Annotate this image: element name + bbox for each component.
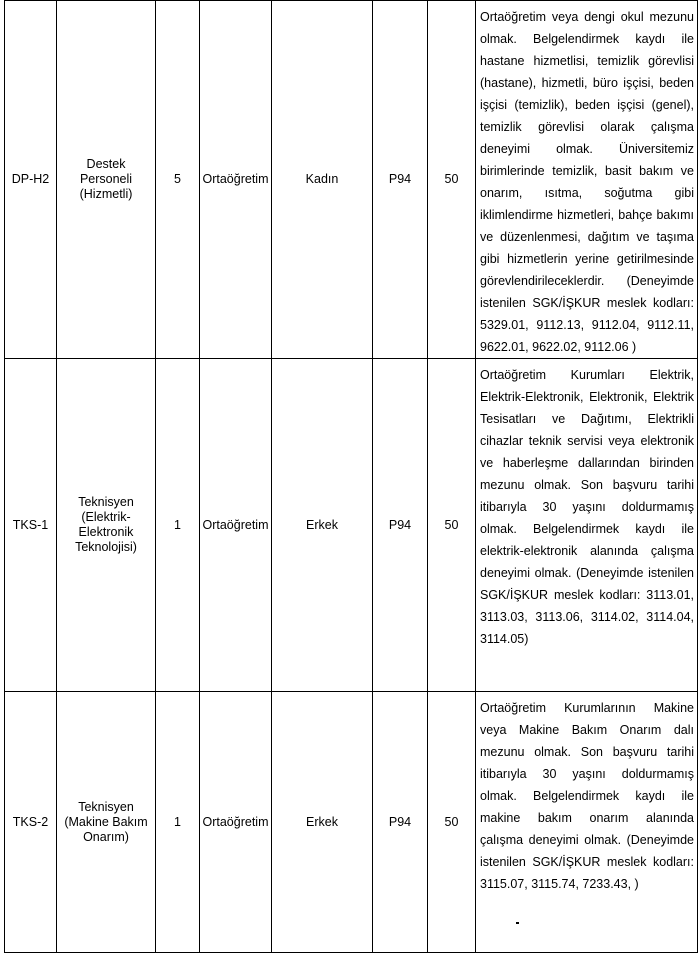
table-row	[5, 359, 698, 692]
table-row	[5, 692, 698, 953]
position-code: DP-H2	[5, 1, 57, 359]
table-row	[5, 1, 698, 359]
position-count: 5	[156, 1, 200, 359]
position-code: TKS-2	[5, 692, 57, 953]
gender: Kadın	[272, 1, 373, 359]
position-count: 1	[156, 359, 200, 692]
positions-table	[4, 0, 698, 953]
education-level: Ortaöğretim	[200, 1, 272, 359]
position-title: Teknisyen (Elektrik-Elektronik Teknolojisi)	[57, 359, 156, 692]
minimum-score: 50	[428, 359, 476, 692]
kpss-score-type: P94	[373, 1, 428, 359]
minimum-score: 50	[428, 1, 476, 359]
position-code: TKS-1	[5, 359, 57, 692]
education-level: Ortaöğretim	[200, 359, 272, 692]
education-level: Ortaöğretim	[200, 692, 272, 953]
page-mark	[516, 922, 519, 924]
requirements-text: Ortaöğretim veya dengi okul mezunu olmak. Belgelendirmek kaydı ile hastane hizmetlisi, temizlik görevlisi (hastane), hizmetli, büro işçisi, beden işçisi (temizlik), beden işçisi (genel), temizlik görevlisi olarak çalışma deneyimi olmak. Üniversitemiz birimlerinde temizlik, basit bakım ve onarım, ısıtma, soğutma gibi iklimlendirme hizmetleri, bahçe bakımı ve düzenlenmesi, dağıtım ve taşıma gibi hizmetlerin yerine getirilmesinde görevlendirileceklerdir. (Deneyimde istenilen SGK/İŞKUR meslek kodları: 5329.01, 9112.13, 9112.04, 9112.11, 9622.01, 9622.02, 9112.06 )	[476, 1, 698, 359]
requirements-text: Ortaöğretim Kurumları Elektrik, Elektrik-Elektronik, Elektronik, Elektrik Tesisatları ve Dağıtımı, Elektrikli cihazlar teknik servisi veya elektronik ve haberleşme dallarından birinden mezunu olmak. Son başvuru tarihi itibarıyla 30 yaşını doldurmamış olmak. Belgelendirmek kaydı ile elektrik-elektronik alanında çalışma deneyimi olmak. (Deneyimde istenilen SGK/İŞKUR meslek kodları: 3113.01, 3113.03, 3113.06, 3114.02, 3114.04, 3114.05)	[476, 359, 698, 692]
minimum-score: 50	[428, 692, 476, 953]
position-count: 1	[156, 692, 200, 953]
requirements-text: Ortaöğretim Kurumlarının Makine veya Makine Bakım Onarım dalı mezunu olmak. Son başvuru tarihi itibarıyla 30 yaşını doldurmamış olmak. Belgelendirmek kaydı ile makine bakım onarım alanında çalışma deneyimi olmak. (Deneyimde istenilen SGK/İŞKUR meslek kodları: 3115.07, 3115.74, 7233.43, )	[476, 692, 698, 953]
gender: Erkek	[272, 692, 373, 953]
kpss-score-type: P94	[373, 692, 428, 953]
kpss-score-type: P94	[373, 359, 428, 692]
gender: Erkek	[272, 359, 373, 692]
position-title: Teknisyen (Makine Bakım Onarım)	[57, 692, 156, 953]
position-title: Destek Personeli (Hizmetli)	[57, 1, 156, 359]
